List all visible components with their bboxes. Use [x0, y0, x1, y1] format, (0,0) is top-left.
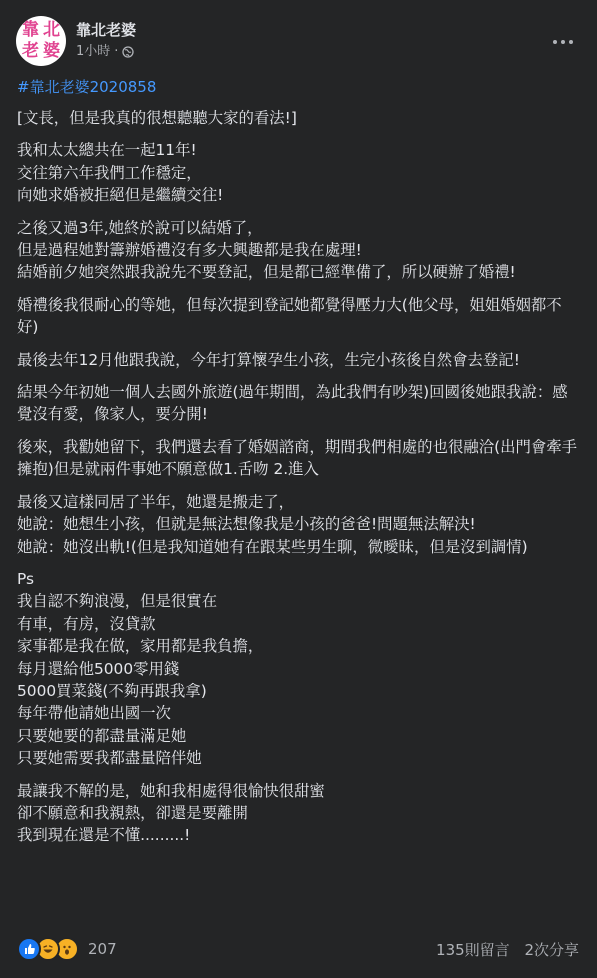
text-line: [文長，但是我真的很想聽聽大家的看法!]: [17, 109, 297, 127]
text-line: 只要她要的都盡量滿足她: [17, 726, 187, 745]
post-meta: [76, 43, 134, 61]
text-line: Ps: [17, 569, 35, 588]
post-time[interactable]: 1小時: [76, 44, 111, 59]
engagement-counts: [426, 939, 579, 960]
text-line: 她說：她想生小孩，但就是無法想像我是小孩的爸爸!問題無法解決!: [17, 515, 476, 534]
text-line: 最後又這樣同居了半年，她還是搬走了，: [17, 492, 295, 511]
paragraph: [17, 107, 579, 129]
paragraph: [17, 294, 579, 339]
text-line: 婚禮後我很耐心的等她，但每次提到登記她都覺得壓力大(他父母，姐姐婚姻都不好): [17, 295, 562, 337]
text-line: 向她求婚被拒絕但是繼續交往!: [17, 186, 224, 205]
text-line: 最後去年12月他跟我說，今年打算懷孕生小孩，生完小孩後自然會去登記!: [17, 350, 520, 369]
post-header: [16, 16, 581, 68]
hashtag-link[interactable]: #靠北老婆2020858: [17, 78, 157, 96]
more-options-button[interactable]: [545, 24, 581, 60]
post-body: [17, 107, 579, 857]
post-footer: [17, 934, 579, 964]
text-line: 交往第六年我們工作穩定，: [17, 163, 202, 182]
avatar-char: 靠: [22, 20, 39, 40]
avatar[interactable]: [16, 16, 66, 66]
paragraph: [17, 568, 579, 770]
paragraph: [17, 436, 579, 481]
text-line: 結婚前夕她突然跟我說先不要登記，但是都已經準備了，所以硬辦了婚禮!: [17, 263, 516, 282]
paragraph: [17, 491, 579, 558]
author-name[interactable]: 靠北老婆: [76, 21, 137, 39]
paragraph: [17, 139, 579, 206]
text-line: 卻不願意和我親熱，卻還是要離開: [17, 803, 248, 822]
text-line: 最讓我不解的是，她和我相處得很愉快很甜蜜: [17, 781, 325, 800]
avatar-char: 老: [22, 41, 39, 61]
avatar-char: 婆: [43, 41, 60, 61]
paragraph: [17, 381, 579, 426]
paragraph: [17, 780, 579, 847]
text-line: 有車，有房，沒貸款: [17, 614, 156, 633]
text-line: 每月還給他5000零用錢: [17, 659, 180, 678]
comment-count-link[interactable]: 135則留言: [436, 941, 510, 959]
paragraph: [17, 349, 579, 371]
text-line: 結果今年初她一個人去國外旅遊(過年期間，為此我們有吵架)回國後她跟我說：感覺沒有愛，像家人，要分開!: [17, 383, 568, 424]
like-icon: [17, 937, 41, 961]
avatar-logo: [20, 20, 62, 62]
text-line: 我自認不夠浪漫，但是很實在: [17, 592, 218, 611]
share-count-link[interactable]: 2次分享: [524, 941, 579, 959]
text-line: 每年帶他請她出國一次: [17, 704, 171, 723]
meta-separator: ·: [114, 44, 119, 59]
avatar-char: 北: [43, 20, 60, 40]
text-line: 但是過程她對籌辦婚禮沒有多大興趣都是我在處理!: [17, 241, 362, 260]
text-line: 之後又過3年,她終於說可以結婚了，: [17, 218, 263, 237]
text-line: 她說：她沒出軌!(但是我知道她有在跟某些男生聊，微曖昧，但是沒到調情): [17, 537, 528, 556]
text-line: 後來，我勸她留下，我們還去看了婚姻諮商，期間我們相處的也很融洽(出門會牽手擁抱)但是就兩件事她不願意做1.舌吻 2.進入: [17, 437, 578, 479]
more-icon: [553, 40, 557, 44]
text-line: 5000買菜錢(不夠再跟我拿): [17, 681, 207, 700]
paragraph: [17, 217, 579, 284]
text-line: 我到現在還是不懂.........!: [17, 826, 191, 845]
text-line: 我和太太總共在一起11年!: [17, 141, 197, 160]
text-line: 只要她需要我都盡量陪伴她: [17, 749, 202, 768]
reaction-count: 207: [88, 940, 117, 958]
globe-icon[interactable]: [122, 46, 134, 58]
text-line: 家事都是我在做，家用都是我負擔，: [17, 637, 264, 656]
reactions-summary[interactable]: [17, 937, 117, 961]
